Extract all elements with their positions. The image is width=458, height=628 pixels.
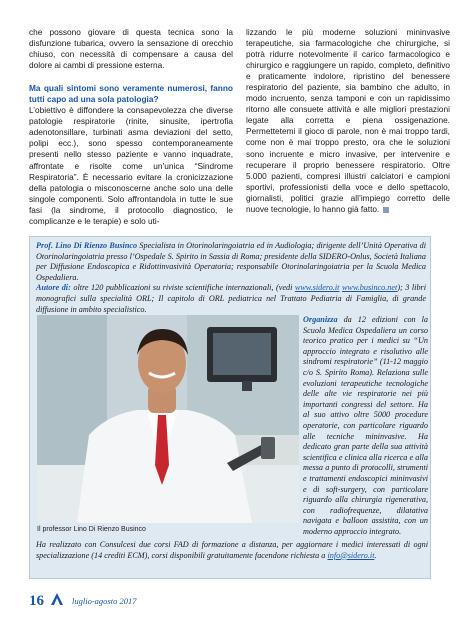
author-name: Prof. Lino Di Rienzo Businco: [36, 241, 138, 250]
author-of-text-2: ); 3 libri monografici sulla specialità ORL; Il capitolo di ORL pediatrica nel Trattato Pediatria di Famiglia, di grande diffusione in ambito specialistico.: [36, 283, 426, 314]
organizza-text: da 12 edizioni con la Scuola Medica Ospedaliera un corso teorico pratico per i medici su “Un approccio integrato e risolutivo alle sindromi respiratorie” (11-12 maggio c/o S. Spirito Roma). Relaziona sulle evoluzioni terapeutiche tecnologiche delle alte vie respiratorie nei più importanti congressi del settore. Ha al suo attivo oltre 5000 procedure operatorie, con particolare riguardo alle tecniche mininvasive. Ha dedicato gran parte della sua attività scientifica e clinica alla ricerca e alla messa a punto di protocolli, strumenti e trattamenti endoscopici mininvasivi e di soft-surgery, con particolare riguardo alla chirurgia rigenerativa, con radiofrequenze, dilatativa navigata e balloon assistita, con un moderno approccio integrato.: [303, 315, 428, 536]
article-column-left: [29, 27, 233, 227]
paragraph-text: lizzando le più moderne soluzioni mininvasive terapeutiche, sia farmacologiche che chirurgiche, si potrà ridurre notevolmente il carico farmacologico e chirurgico e raggiungere un rapido, completo, definitivo e praticamente indolore, ripristino del benessere respiratorio del paziente, sia bambino che adulto, in modo incruento, senza tamponi e con un rapidissimo ritorno alle consuete attività e alle migliori prestazioni legate alla corretta e piena ossigenazione. Permettetemi il gioco di parole, non è mai troppo tardi, come non è mai troppo presto, ora che le soluzioni sono incruente e micro invasive, per intervenire e recuperare il proprio benessere respiratorio. Oltre 5.000 pazienti, compresi illustri calciatori e campioni sportivi, professionisti della voce e dello spettacolo, giornalisti, politici grazie all’impiego corretto delle nuove tecnologie, lo hanno già fatto.: [246, 27, 450, 214]
author-of-label: Autore di:: [36, 283, 71, 293]
author-description: Specialista in Otorinolaringoiatria ed in Audiologia; dirigente dell’Unità Operativa di Otorinolaringoiatria presso l’Ospedale S. Spirito in Sassia di Roma; presidente della SIDERO-Onlus, Società Italiana per Diffusione Endoscopica e Ridottinvasività Operatoria; responsabile Otorinolaringoiatria per la Scuola Medica Ospedaliera.: [36, 241, 426, 282]
page-footer: [29, 591, 136, 611]
email-link[interactable]: info@sidero.it: [327, 550, 375, 560]
paragraph: [246, 27, 450, 215]
photo-caption: Il professor Lino Di Rienzo Businco: [37, 526, 146, 533]
paragraph: che possono giovare di questa tecnica sono la disfunzione tubarica, ovvero la sensazione di orecchio chiuso, con necessità di compensare a causa del dolore ai cambi di pressione esterna.: [29, 27, 233, 71]
fad-text: Ha realizzato con Consulcesi due corsi FAD di formazione a distanza, per aggiornare i medici interessati di ogni specializzazione (14 crediti ECM), corsi disponibili gratuitamente facendone richiesta a: [36, 540, 428, 560]
author-bio-box: [29, 236, 431, 579]
businco-link[interactable]: www.businco.net: [341, 283, 398, 293]
issue-date: luglio-agosto 2017: [72, 596, 137, 606]
professor-photo: [37, 315, 299, 523]
magazine-logo-icon: [50, 592, 64, 611]
page-number: 16: [29, 592, 44, 609]
paragraph: L’obiettivo è diffondere la consapevolezza che diverse patologie respiratorie (rinite, sinusite, ipertrofia adenotonsillare, turbinati asma deviazioni del setto, polipi ecc.), sono spesso contemporaneamente presenti nello stesso paziente e vanno inquadrate, affrontate e risolte come un’unica “Sindrome Respiratoria”. È necessario evitare la cronicizzazione della patologia o misconoscerne anche solo una delle singole componenti. Solo affrontandola in tutte le sue fasi (la sindrome, il protocollo diagnostico, le complicanze e le terapie) e solo uti-: [29, 105, 233, 226]
end-of-article-icon: [383, 207, 389, 213]
fad-courses-note: Ha realizzato con Consulcesi due corsi FAD di formazione a distanza, per aggiornare i medici interessati di ogni specializzazione (14 crediti ECM), corsi disponibili gratuitamente facendone richiesta a info@sidero.it.: [36, 540, 428, 560]
organizza-label: Organizza: [303, 315, 338, 324]
author-of-text: oltre 120 pubblicazioni su riviste scientifiche internazionali, (vedi: [73, 283, 293, 293]
article-column-right: [246, 27, 450, 215]
author-bio: [36, 241, 426, 315]
subheading-question: Ma quali sintomi sono veramente numerosi, fanno tutti capo ad una sola patologia?: [29, 83, 233, 105]
organizza-section: [303, 315, 428, 537]
sidero-link[interactable]: www.sidero.it: [294, 283, 340, 293]
